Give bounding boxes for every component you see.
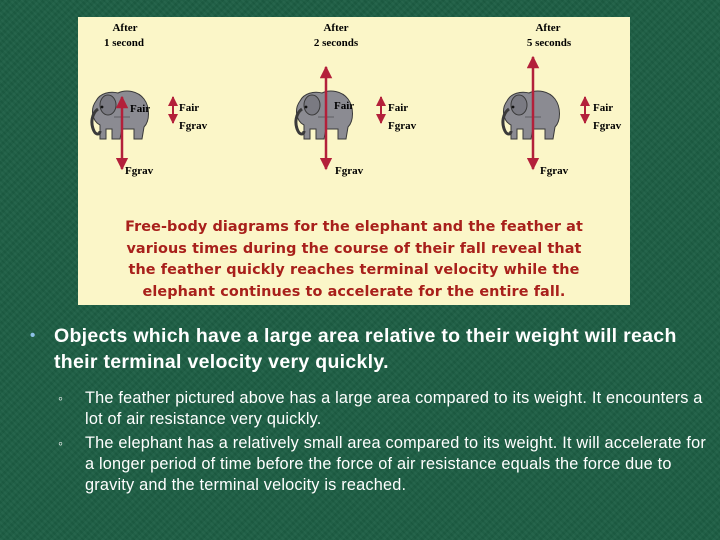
sub-bullet-elephant xyxy=(30,433,710,496)
main-bullet xyxy=(30,323,710,375)
panel-3-header-line1: After xyxy=(535,22,561,34)
sub-bullet-feather xyxy=(30,388,710,430)
bullet-dot-icon: • xyxy=(30,327,36,344)
panel-3 xyxy=(503,22,622,177)
sub-bullet-ring-icon: ◦ xyxy=(58,390,64,406)
bullet-list xyxy=(30,323,710,496)
elephant-icon xyxy=(92,91,149,139)
caption-line: the feather quickly reaches terminal velocity while the xyxy=(128,262,580,278)
panel-1 xyxy=(92,22,208,177)
feather-grav-label: Fgrav xyxy=(179,120,208,132)
elephant-icon xyxy=(296,91,353,139)
sub-bullet-text: The elephant has a relatively small area compared to its weight. It will accelerate for a longer period of time before the force of air resistance equals the force due to gravity and the terminal velocity is reached. xyxy=(85,434,706,494)
figure-caption xyxy=(78,217,630,303)
panel-2-header-line1: After xyxy=(323,22,349,34)
sub-bullet-ring-icon: ◦ xyxy=(58,435,64,451)
panel-2-header-line2: 2 seconds xyxy=(313,37,359,49)
feather-grav-label: Fgrav xyxy=(593,120,622,132)
sub-bullet-text: The feather pictured above has a large area compared to its weight. It encounters a lot of air resistance very quickly. xyxy=(85,389,703,428)
free-body-diagram-figure xyxy=(78,17,630,305)
elephant-grav-label: Fgrav xyxy=(540,165,569,177)
elephant-icon xyxy=(503,91,560,139)
feather-air-label: Fair xyxy=(593,102,614,114)
elephant-air-label: Fair xyxy=(334,100,355,112)
elephant-grav-label: Fgrav xyxy=(335,165,364,177)
elephant-grav-label: Fgrav xyxy=(125,165,154,177)
panel-3-header-line2: 5 seconds xyxy=(526,37,572,49)
elephant-air-label: Fair xyxy=(130,103,151,115)
feather-air-label: Fair xyxy=(179,102,200,114)
feather-grav-label: Fgrav xyxy=(388,120,417,132)
main-bullet-text: Objects which have a large area relative to their weight will reach their terminal velocity very quickly. xyxy=(54,325,677,373)
feather-air-label: Fair xyxy=(388,102,409,114)
panel-1-header-line2: 1 second xyxy=(103,37,145,49)
caption-line: various times during the course of their fall reveal that xyxy=(126,240,582,257)
panel-1-header-line1: After xyxy=(112,22,138,34)
panel-2 xyxy=(296,22,417,177)
caption-line: Free-body diagrams for the elephant and the feather at xyxy=(125,219,583,235)
caption-line: elephant continues to accelerate for the entire fall. xyxy=(142,283,566,300)
